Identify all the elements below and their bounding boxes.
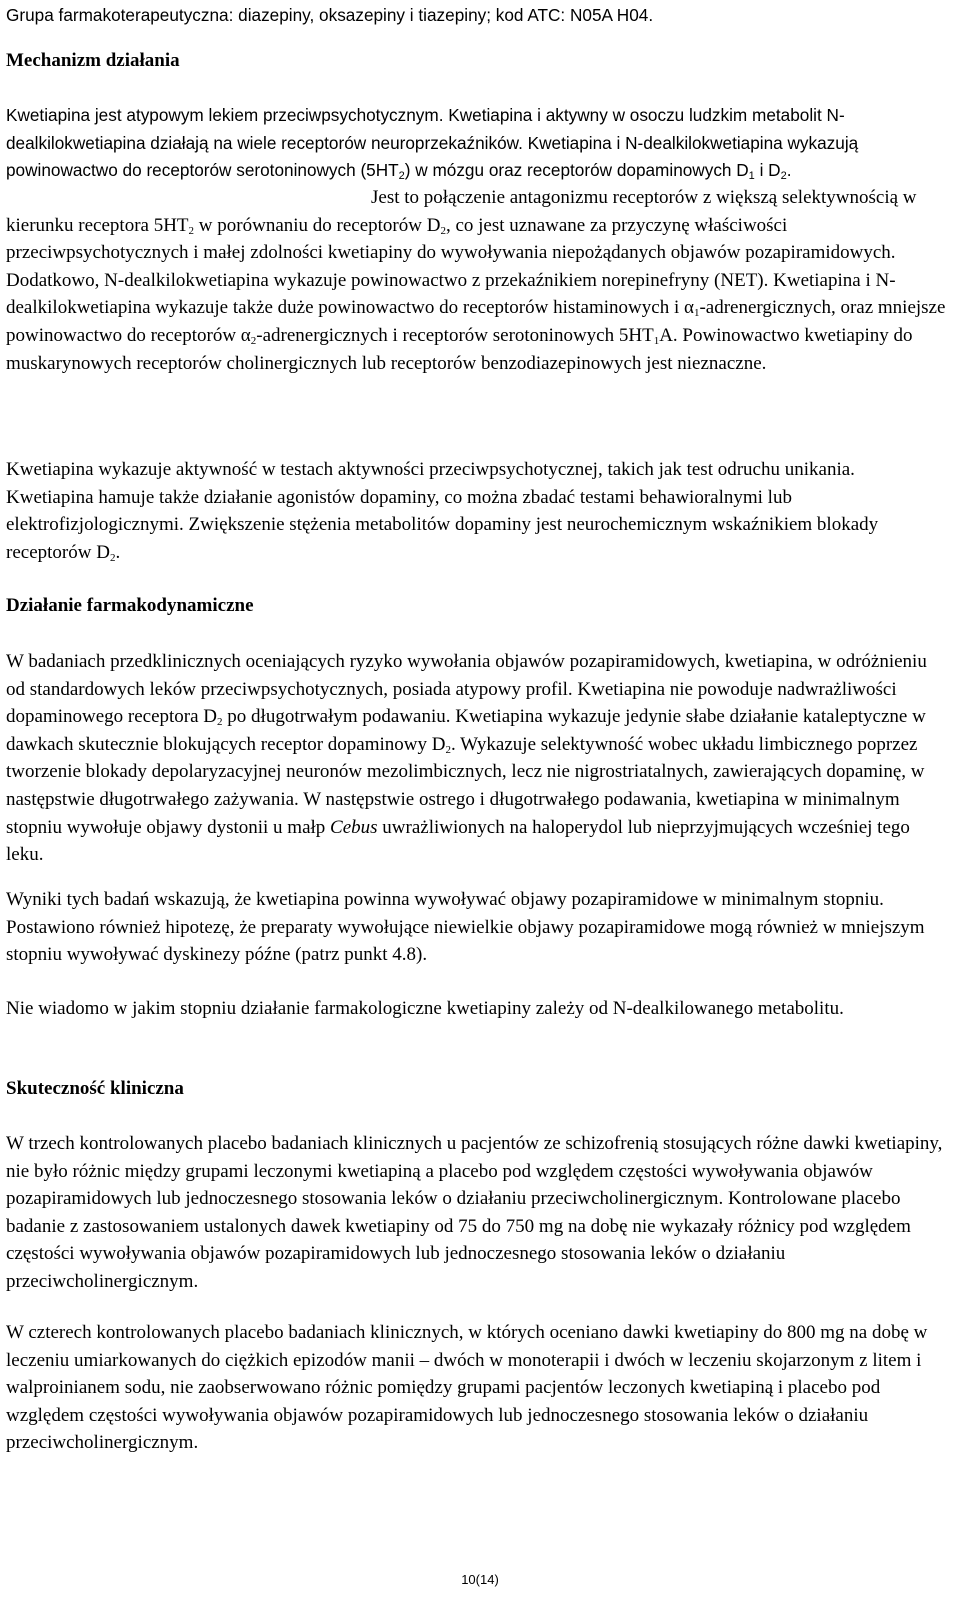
heading-clinical-efficacy: Skuteczność kliniczna	[6, 1078, 184, 1099]
pharmacodynamics-paragraph-3: Nie wiadomo w jakim stopniu działanie farmakologiczne kwetiapiny zależy od N-dealkilowanego metabolitu.	[6, 998, 844, 1019]
atc-group-line: Grupa farmakoterapeutyczna: diazepiny, oksazepiny i tiazepiny; kod ATC: N05A H04.	[6, 5, 654, 25]
page-number: 10(14)	[461, 1572, 499, 1587]
mechanism-paragraph-1-cont: Jest to połączenie antagonizmu receptorów z większą selektywnością w kierunku receptora $5HT_2$ w porównaniu do receptorów $D_2$, co jest uznawane za przyczynę właściwości przeciwpsychotycznych i małej zdolności kwetiapiny do wywoływania niepożądanych objawów pozapiramidowych. Dodatkowo, N-dealkilokwetiapina wykazuje powinowactwo z przekaźnikiem norepinefryny (NET). Kwetiapina i N-dealkilokwetiapina wykazuje także duże powinowactwo do receptorów histaminowych i $\alpha_1$-adrenergicznych, oraz mniejsze powinowactwo do receptorów $\alpha_2$-adrenergicznych i receptorów serotoninowych $5HT_1A$. Powinowactwo kwetiapiny do muskarynowych receptorów cholinergicznych lub receptorów benzodiazepinowych jest nieznaczne.	[6, 187, 946, 374]
clinical-efficacy-paragraph-2: W czterech kontrolowanych placebo badaniach klinicznych, w których oceniano dawki kwetiapiny do 800 mg na dobę w leczeniu umiarkowanych do ciężkich epizodów manii – dwóch w monoterapii i dwóch w leczeniu skojarzonym z litem i walproinianem sodu, nie zaobserwowano różnic pomiędzy grupami pacjentów leczonych kwetiapiną i placebo pod względem częstości wywoływania objawów pozapiramidowych lub jednoczesnego stosowania leków o działaniu przeciwcholinergicznym.	[6, 1322, 928, 1454]
heading-pharmacodynamics: Działanie farmakodynamiczne	[6, 595, 254, 616]
heading-mechanism: Mechanizm działania	[6, 50, 180, 71]
mechanism-paragraph-2: Kwetiapina wykazuje aktywność w testach aktywności przeciwpsychotycznej, takich jak test odruchu unikania. Kwetiapina hamuje także działanie agonistów dopaminy, co można zbadać testami behawioralnymi lub elektrofizjologicznymi. Zwiększenie stężenia metabolitów dopaminy jest neurochemicznym wskaźnikiem blokady receptorów $D_2$.	[6, 459, 879, 564]
pharmacodynamics-paragraph-1: W badaniach przedklinicznych oceniających ryzyko wywołania objawów pozapiramidowych, kwetiapina, w odróżnieniu od standardowych leków przeciwpsychotycznych, posiada atypowy profil. Kwetiapina nie powoduje nadwrażliwości dopaminowego receptora $D_2$ po długotrwałym podawaniu. Kwetiapina wykazuje jedynie słabe działanie kataleptyczne w dawkach skutecznie blokujących receptor dopaminowy $D_2$. Wykazuje selektywność wobec układu limbicznego poprzez tworzenie blokady depolaryzacyjnej neuronów mezolimbicznych, lecz nie nigrostriatalnych, zawierających dopaminę, w następstwie długotrwałego zażywania. W następstwie ostrego i długotrwałego podawania, kwetiapina w minimalnym stopniu wywołuje objawy dystonii u małp Cebus uwrażliwionych na haloperydol lub nieprzyjmujących wcześniej tego leku.	[6, 651, 927, 866]
pharmacodynamics-paragraph-2: Wyniki tych badań wskazują, że kwetiapina powinna wywoływać objawy pozapiramidowe w minimalnym stopniu. Postawiono również hipotezę, że preparaty wywołujące niewielkie objawy pozapiramidowe mogą również w mniejszym stopniu wywoływać dyskinezy późne (patrz punkt 4.8).	[6, 889, 925, 966]
mechanism-paragraph-1: Kwetiapina jest atypowym lekiem przeciwpsychotycznym. Kwetiapina i aktywny w osoczu ludzkim metabolit N-dealkilokwetiapina działają na wiele receptorów neuroprzekaźników. Kwetiapina i N-dealkilokwetiapina wykazują powinowactwo do receptorów serotoninowych $(5HT_2)$ w mózgu oraz receptorów dopaminowych $D_1$ i $D_2$.	[6, 105, 859, 182]
clinical-efficacy-paragraph-1: W trzech kontrolowanych placebo badaniach klinicznych u pacjentów ze schizofrenią stosujących różne dawki kwetiapiny, nie było różnic między grupami leczonymi kwetiapiną a placebo pod względem częstości wywoływania objawów pozapiramidowych lub jednoczesnego stosowania leków o działaniu przeciwcholinergicznym. Kontrolowane placebo badanie z zastosowaniem ustalonych dawek kwetiapiny od 75 do 750 mg na dobę nie wykazały różnicy pod względem częstości wywoływania objawów pozapiramidowych lub jednoczesnego stosowania leków o działaniu przeciwcholinergicznym.	[6, 1133, 943, 1292]
